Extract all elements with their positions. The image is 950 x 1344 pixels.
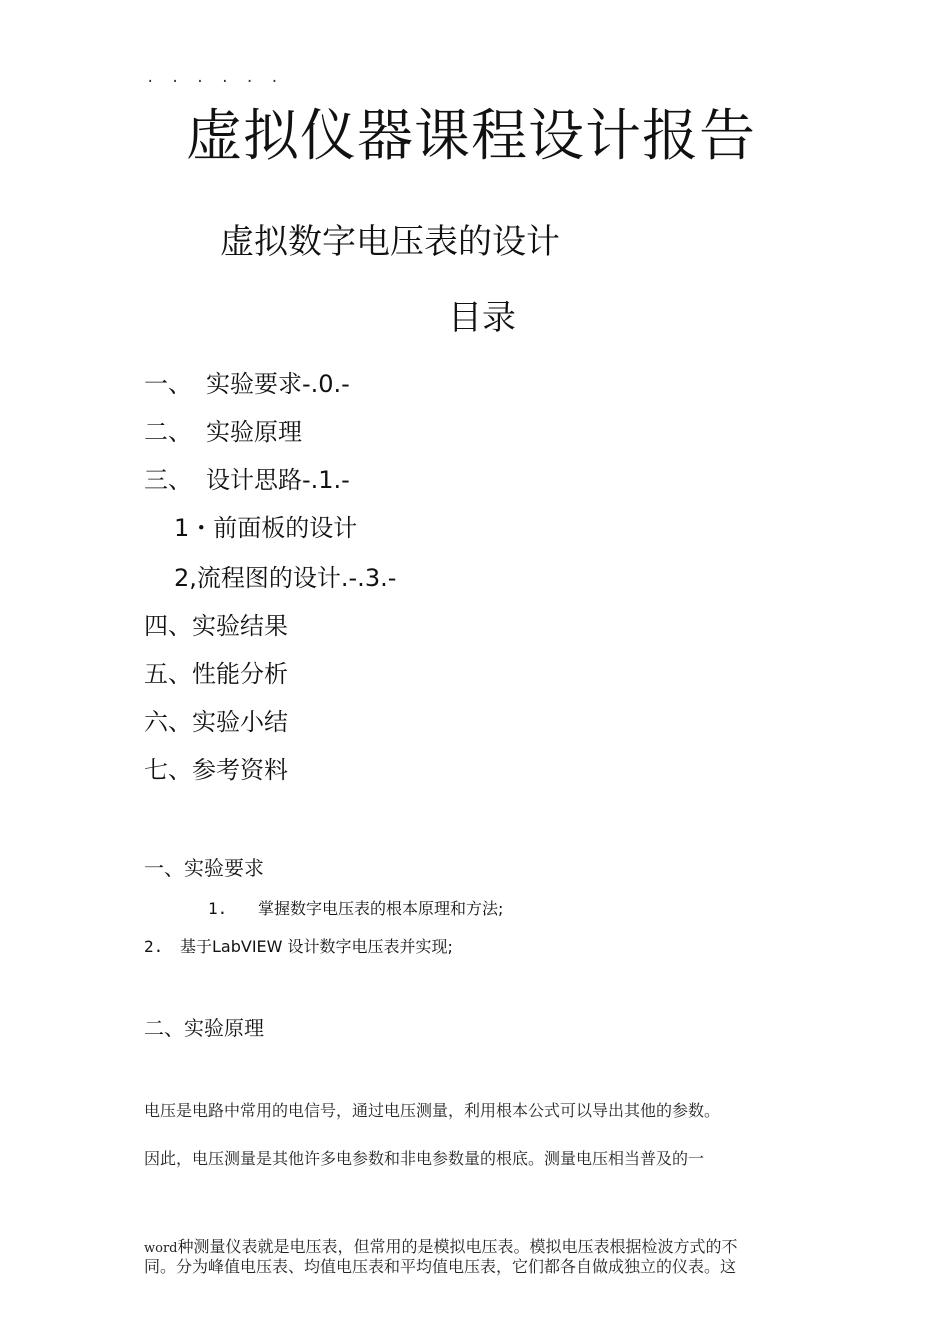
toc-item xyxy=(174,508,357,543)
toc-item-text: 实验小结 xyxy=(192,708,288,736)
toc-item xyxy=(144,606,288,641)
toc-item-text: 实验原理 xyxy=(206,418,302,446)
requirement-item xyxy=(144,934,453,957)
toc-item-number: 一、 xyxy=(144,370,192,398)
toc-item xyxy=(144,750,288,785)
toc-heading: 目录 xyxy=(448,298,516,338)
toc-item-text: 参考资料 xyxy=(192,756,288,784)
section-heading-principle: 二、实验原理 xyxy=(144,1016,264,1040)
toc-item-text: 性能分析 xyxy=(192,660,288,688)
toc-item xyxy=(174,558,396,593)
paragraph-line: 电压是电路中常用的电信号，通过电压测量，利用根本公式可以导出其他的参数。 xyxy=(144,1101,721,1120)
toc-item-text: 实验结果 xyxy=(192,612,288,640)
word-watermark-text: word xyxy=(144,1241,178,1256)
toc-item-text: 实验要求-.0.- xyxy=(206,370,350,398)
toc-item-number: 二、 xyxy=(144,418,192,446)
report-subtitle: 虚拟数字电压表的设计 xyxy=(220,222,560,262)
paragraph-line: 因此，电压测量是其他许多电参数和非电参数量的根底。测量电压相当普及的一 xyxy=(144,1149,705,1168)
requirement-number: 2. xyxy=(144,937,164,956)
toc-item xyxy=(144,364,350,399)
section-heading-requirements: 一、实验要求 xyxy=(144,856,264,880)
report-title: 虚拟仪器课程设计报告 xyxy=(186,104,756,169)
header-dots: . . . . . . xyxy=(146,70,283,86)
toc-item-number: 四、 xyxy=(144,612,192,640)
paragraph-line: 同。分为峰值电压表、均值电压表和平均值电压表，它们都各自做成独立的仪表。这 xyxy=(144,1257,737,1276)
requirement-number: 1. xyxy=(208,899,228,918)
toc-item-text: 设计思路-.1.- xyxy=(206,466,350,494)
toc-item-text: 1・前面板的设计 xyxy=(174,514,358,542)
toc-item-number: 三、 xyxy=(144,466,192,494)
requirement-text: 掌握数字电压表的根本原理和方法; xyxy=(258,899,504,918)
toc-item-number: 五、 xyxy=(144,660,192,688)
requirement-text: 基于LabVIEW 设计数字电压表并实现; xyxy=(180,937,453,956)
toc-item-number: 六、 xyxy=(144,708,192,736)
toc-item xyxy=(144,460,350,495)
toc-item xyxy=(144,412,302,447)
toc-item xyxy=(144,702,288,737)
toc-item-text: 2,流程图的设计.-.3.- xyxy=(174,564,397,592)
requirement-item xyxy=(208,896,503,919)
toc-item xyxy=(144,654,288,689)
paragraph-text: 种测量仪表就是电压表，但常用的是模拟电压表。模拟电压表根据检波方式的不 xyxy=(177,1237,738,1256)
toc-item-number: 七、 xyxy=(144,756,192,784)
